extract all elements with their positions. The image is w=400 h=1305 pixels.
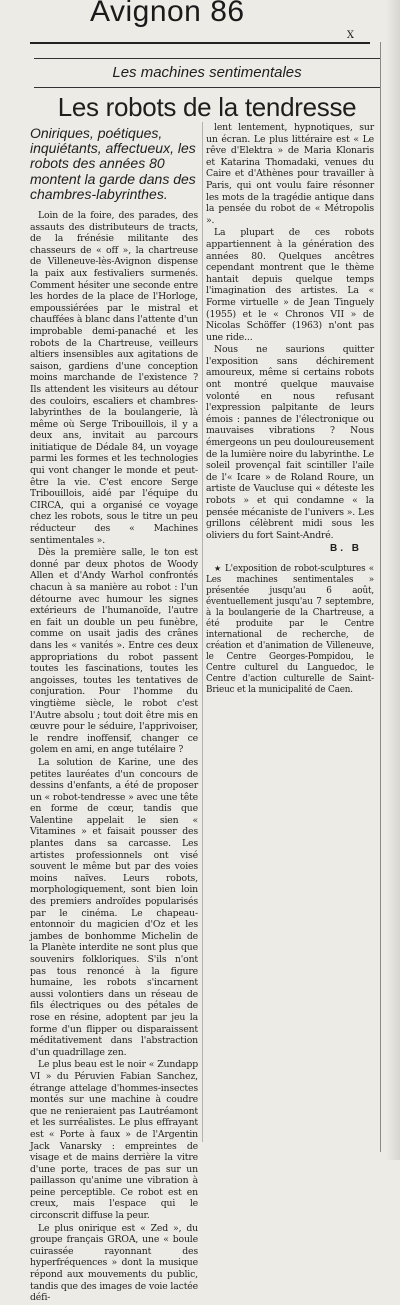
paragraph: La plupart de ces robots appartiennent à la génération des années 80. Quelques ancêtres cependant montrent que le thème hantait depuis quelque temps l'imagination des artistes. La « Forme virtuelle » de Jean Tinguely (1955) et le « Chronos VII » de Nicolas Schöffer (1963) n'ont pas une ride... (206, 227, 374, 343)
star-icon: ★ (214, 563, 222, 573)
paragraph: Nous ne saurions quitter l'exposition sans déchirement amoureux, même si certains robots ont montré quelque mauvaise volonté en nous refusant l'expression palpitante de leurs émois : pannes de l'électronique ou mauvaises vibrations ? Nous émergeons un peu douloureusement de la lumière noire du labyrinthe. Le soleil provençal fait scintiller l'aile de l'« Icare » de Roland Roure, un artiste de Vaucluse qui « déteste les robots » et qui condamne « la pensée mécaniste de l'univers ». Les grillons célèbrent midi sous les oliviers du fort Saint-André. (206, 344, 374, 541)
column-rule-right (380, 42, 381, 1152)
exhibition-note-text: L'exposition de robot-sculptures « Les machines sentimentales » présentée jusqu'au 6 août, éventuellement jusqu'au 7 septembre, à la boulangerie de la Chartreuse, a été produite par le Centre international de recherche, de création et d'animation de Villeneuve, le Centre Georges-Pompidou, le Centre culturel du Languedoc, le Centre d'action culturelle de Saint-Brieuc et la municipalité de Caen. (206, 563, 374, 695)
paragraph: Le plus beau est le noir « Zundapp VI » du Péruvien Fabian Sanchez, étrange attelage d'hommes-insectes montés sur une machine à coudre que ne renieraient pas Lautréamont et les surréalistes. Le plus effrayant est « Porte à faux » de l'Argentin Jack Vanarsky : empreintes de visage et de mains derrière la vitre d'une porte, traces de pas sur un paillasson qu'anime une vibration à peine perceptible. Ce robot est en creux, mais l'espace qui le circonscrit diffuse la peur. (30, 1059, 198, 1222)
article-lead: Oniriques, poétiques, inquiétants, affectueux, les robots des années 80 montent la garde dans des chambres-labyrinthes. (30, 125, 196, 202)
author-signature: B. B (330, 543, 362, 555)
paragraph: lent lentement, hypnotiques, sur un écran. Le plus littéraire est « Le rêve d'Elektra » de Maria Klonaris et Katarina Thomadaki, venues du Caire et d'Athènes pour travailler à Paris, qui ont voulu faire résonner les mots de la tragédie antique dans la pensée du robot de « Métropolis ». (206, 122, 374, 226)
masthead (30, 0, 370, 44)
corner-mark: X (346, 30, 354, 41)
paragraph: La solution de Karine, une des petites lauréates d'un concours de dessins d'enfants, a été de proposer un « robot-tendresse » avec une tête en forme de cœur, tandis que Valentine appelait le sien « Vitamines » et faisait pousser des plantes dans sa carcasse. Les artistes professionnels ont visé souvent le même but par des voies moins naïves. Leurs robots, morphologiquement, sont bien loin des premiers androïdes popularisés par le cinéma. Le chapeau-entonnoir du magicien d'Oz et les jambes de bonhomme Michelin de la Planète interdite ne sont plus que souvenirs folkloriques. S'ils n'ont pas tous renoncé à la figure humaine, les robots s'incarnent aussi volontiers dans un réseau de fils électriques ou des pétales de rose en résine, adoptent par jeu la forme d'un flipper ou disparaissent méditativement dans l'abstraction d'un quadrillage zen. (30, 756, 198, 1058)
scan-edge (386, 0, 400, 1160)
article-column-left (30, 210, 198, 1305)
article-headline: Les robots de la tendresse (57, 92, 357, 122)
column-divider (202, 122, 203, 1142)
exhibition-note (206, 563, 374, 696)
paragraph: Dès la première salle, le ton est donné par deux photos de Woody Allen et d'Andy Warhol confrontés chacun à sa manière au robot : l'un détourne avec humour les signes extérieurs de l'humanoïde, l'autre en fait un double un peu funèbre, comme on usait jadis des crânes dans les « vanités ». Entre ces deux appropriations du robot passent toutes les fascinations, toutes les angoisses, toutes les tentatives de conjuration. Pour l'homme du vingtième siècle, le robot c'est l'Autre absolu ; tout doit être mis en œuvre pour le séduire, l'apprivoiser, le rendre inoffensif, changer ce golem en ami, en ange tutélaire ? (30, 547, 198, 756)
paragraph: Loin de la foire, des parades, des assauts des distributeurs de tracts, de la frénésie militante des chasseurs de « off », la chartreuse de Villeneuve-lès-Avignon dispense la paix aux festivaliers surmenés. Comment hésiter une seconde entre les hordes de la place de l'Horloge, empoussiérées par le mistral et chauffées à blanc dans l'attente d'un improbable demi-panaché et les robots de la Chartreuse, veilleurs altiers insensibles aux agitations de saison, gardiens d'une conception moins marchande de l'existence ? Ils attendent les visiteurs au détour des couloirs, escaliers et chambres-labyrinthes de la boulangerie, là même où Serge Tribouillois, il y a deux ans, invitait au parcours initiatique de Dédale 84, un voyage parmi les formes et les technologies qui vont changer le monde et peut-être la vie. C'est encore Serge Tribouillois, aidé par l'équipe du CIRCA, qui a organisé ce voyage chez les robots, sous le titre un peu réducteur des « Machines sentimentales ». (30, 210, 198, 546)
section-rubric: Les machines sentimentales (34, 58, 380, 88)
article-column-right (206, 122, 374, 697)
paragraph: Le plus onirique est « Zed », du groupe français GROA, une « boule cuirassée rayonnant des hyperfréquences » dont la musique répond aux mouvements du public, tandis que des images de voie lactée défi- (30, 1222, 198, 1304)
masthead-title: Avignon 86 (90, 0, 245, 28)
